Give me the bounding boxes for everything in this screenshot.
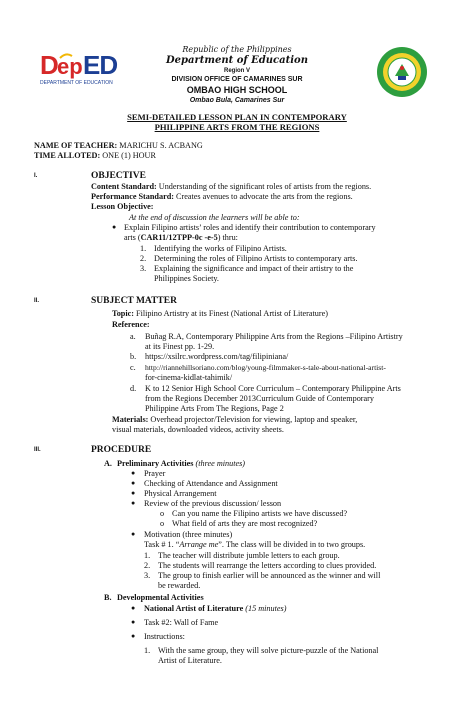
competency-code: CAR11/12TPP-0c -e-5 <box>140 233 218 242</box>
step-text: The students will rearrange the letters according to clues provided. <box>158 561 377 570</box>
bullet-line2-prefix: arts ( <box>124 233 141 242</box>
ref-line: https://xsilrc.wordpress.com/tag/filipiniana/ <box>145 352 289 361</box>
item-number: 2. <box>140 254 147 263</box>
circle-bullet-icon: o <box>160 509 165 518</box>
ref-line: from the Regions December 2013Curriculum Guide of Contemporary <box>145 394 374 403</box>
doc-title-line2: PHILIPPINE ARTS FROM THE REGIONS <box>154 122 320 132</box>
ref-line: at its Finest pp. 1-29. <box>145 342 215 351</box>
teacher-row <box>34 141 203 152</box>
ref-line: Buñag R.A, Contemporary Philippine Arts from the Regions –Filipino Artistry <box>145 332 403 341</box>
svg-text:D: D <box>40 50 58 80</box>
objective-heading: OBJECTIVE <box>91 171 146 181</box>
time-label: TIME ALLOTED: <box>34 151 101 160</box>
section-number: I. <box>34 173 38 179</box>
step-number: 2. <box>144 561 151 570</box>
time-row <box>34 151 156 162</box>
topic-value: Filipino Artistry at its Finest (National Artist of Literature) <box>136 309 328 318</box>
content-standard-value: Understanding of the significant roles of artists from the regions. <box>158 182 372 191</box>
preliminary-time: (three minutes) <box>195 459 246 468</box>
instructions-item: Instructions: <box>144 632 185 641</box>
objective-intro: At the end of discussion the learners will be able to: <box>129 213 300 222</box>
bullet-icon: ● <box>131 632 136 640</box>
review-question: Can you name the Filipino artists we have discussed? <box>172 509 348 518</box>
performance-standard-value: Creates avenues to advocate the arts from the regions. <box>176 192 353 201</box>
step-text: With the same group, they will solve picture-puzzle of the National <box>158 646 379 655</box>
step-text: The teacher will distribute jumble letters to each group. <box>158 551 340 560</box>
materials-line2: visual materials, downloaded videos, activity sheets. <box>112 425 284 434</box>
subject-heading: SUBJECT MATTER <box>91 296 177 306</box>
list-item <box>140 254 146 265</box>
subsection-letter: B. <box>104 593 112 602</box>
department-text: Department of Education <box>166 55 308 66</box>
ref-letter: c. <box>130 363 136 372</box>
subsection-letter: A. <box>104 459 112 468</box>
list-item-continuation: Philippines Society. <box>154 274 219 283</box>
review-question: What field of arts they are most recognized? <box>172 519 318 528</box>
bullet-icon: ● <box>131 618 136 626</box>
section-number: II. <box>34 298 40 304</box>
objective-bullet-line2 <box>124 233 238 244</box>
item-number: 1. <box>140 244 147 253</box>
bullet-icon: ● <box>131 499 136 507</box>
list-item <box>140 264 146 275</box>
performance-standard <box>91 192 353 203</box>
motivation-item: Motivation (three minutes) <box>144 530 233 539</box>
performance-standard-label: Performance Standard: <box>91 192 174 201</box>
list-item-text: Explaining the significance and impact of their artistry to the <box>154 264 354 273</box>
ref-letter: b. <box>130 352 137 361</box>
bullet-icon: ● <box>131 469 136 477</box>
svg-text:ED: ED <box>83 50 118 80</box>
school-address: Ombao Bula, Camarines Sur <box>189 97 285 104</box>
time-value: ONE (1) HOUR <box>102 151 156 160</box>
ref-line: Philippine Arts From The Regions, Page 2 <box>145 404 284 413</box>
region-text: Region V <box>223 68 250 74</box>
developmental-label: Developmental Activities <box>117 593 204 602</box>
ref-line: for-cinema-kidlat-tahimik/ <box>145 373 233 382</box>
content-standard <box>91 182 371 193</box>
list-item: Checking of Attendance and Assignment <box>144 479 278 488</box>
task2-item: Task #2: Wall of Fame <box>144 618 219 627</box>
bullet-icon: ● <box>131 530 136 538</box>
svg-text:ep: ep <box>57 54 83 79</box>
teacher-value: MARICHU S. ACBANG <box>119 141 203 150</box>
list-item: Review of the previous discussion/ lesson <box>144 499 282 508</box>
reference-label: Reference: <box>112 320 150 329</box>
step-continuation: Artist of Literature. <box>158 656 222 665</box>
doc-title-line1: SEMI-DETAILED LESSON PLAN IN CONTEMPORARY <box>127 112 347 122</box>
section-number: III. <box>34 447 41 453</box>
materials-row <box>112 415 357 426</box>
preliminary-label: Preliminary Activities <box>117 459 194 468</box>
list-item: Physical Arrangement <box>144 489 217 498</box>
task1-row <box>144 540 365 551</box>
content-standard-label: Content Standard: <box>91 182 157 191</box>
item-number: 3. <box>140 264 147 273</box>
division-text: DIVISION OFFICE OF CAMARINES SUR <box>171 76 303 83</box>
ref-letter: a. <box>130 332 136 341</box>
task1-suffix: ”. The class will be divided in to two groups. <box>218 540 366 549</box>
materials-value: Overhead projector/Television for viewing, laptop and speaker, <box>150 415 358 424</box>
ref-line: http://riannehillsoriano.com/blog/young-filmmaker-s-tale-about-national-artist- <box>145 363 386 372</box>
step-number: 3. <box>144 571 151 580</box>
republic-text: Republic of the Philippines <box>182 45 292 54</box>
bullet-icon: ● <box>131 479 136 487</box>
svg-text:DEPARTMENT OF EDUCATION: DEPARTMENT OF EDUCATION <box>40 80 113 86</box>
list-item-text: Determining the roles of Filipino Artists to contemporary arts. <box>154 254 358 263</box>
list-item-text: Identifying the works of Filipino Artists. <box>154 244 287 253</box>
school-name: OMBAO HIGH SCHOOL <box>186 85 288 95</box>
topic-label: Topic: <box>112 309 134 318</box>
task1-prefix: Task # 1. “ <box>144 540 180 549</box>
bullet-icon: ● <box>131 604 136 612</box>
lesson-objective-label: Lesson Objective: <box>91 202 154 211</box>
ref-letter: d. <box>130 384 137 393</box>
national-artist-label: National Artist of Literature <box>144 604 244 613</box>
objective-bullet-line1: Explain Filipino artists’ roles and identify their contribution to contemporary <box>124 223 376 232</box>
step-number: 1. <box>144 646 151 655</box>
bullet-icon: ● <box>131 489 136 497</box>
procedure-heading: PROCEDURE <box>91 445 152 455</box>
task1-title: Arrange me <box>179 540 219 549</box>
bullet-line2-suffix: ) thru: <box>217 233 238 242</box>
national-artist-time: (15 minutes) <box>245 604 287 613</box>
step-continuation: be rewarded. <box>158 581 201 590</box>
list-item <box>140 244 146 255</box>
preliminary-row <box>117 459 245 470</box>
ref-line: K to 12 Senior High School Core Curriculum – Contemporary Philippine Arts <box>145 384 401 393</box>
circle-bullet-icon: o <box>160 519 165 528</box>
bullet-icon: ● <box>112 223 117 231</box>
step-text: The group to finish earlier will be announced as the winner and will <box>158 571 381 580</box>
materials-label: Materials: <box>112 415 149 424</box>
topic-row <box>112 309 328 320</box>
teacher-label: NAME OF TEACHER: <box>34 141 118 150</box>
step-number: 1. <box>144 551 151 560</box>
list-item: Prayer <box>144 469 166 478</box>
national-artist-row <box>144 604 286 615</box>
